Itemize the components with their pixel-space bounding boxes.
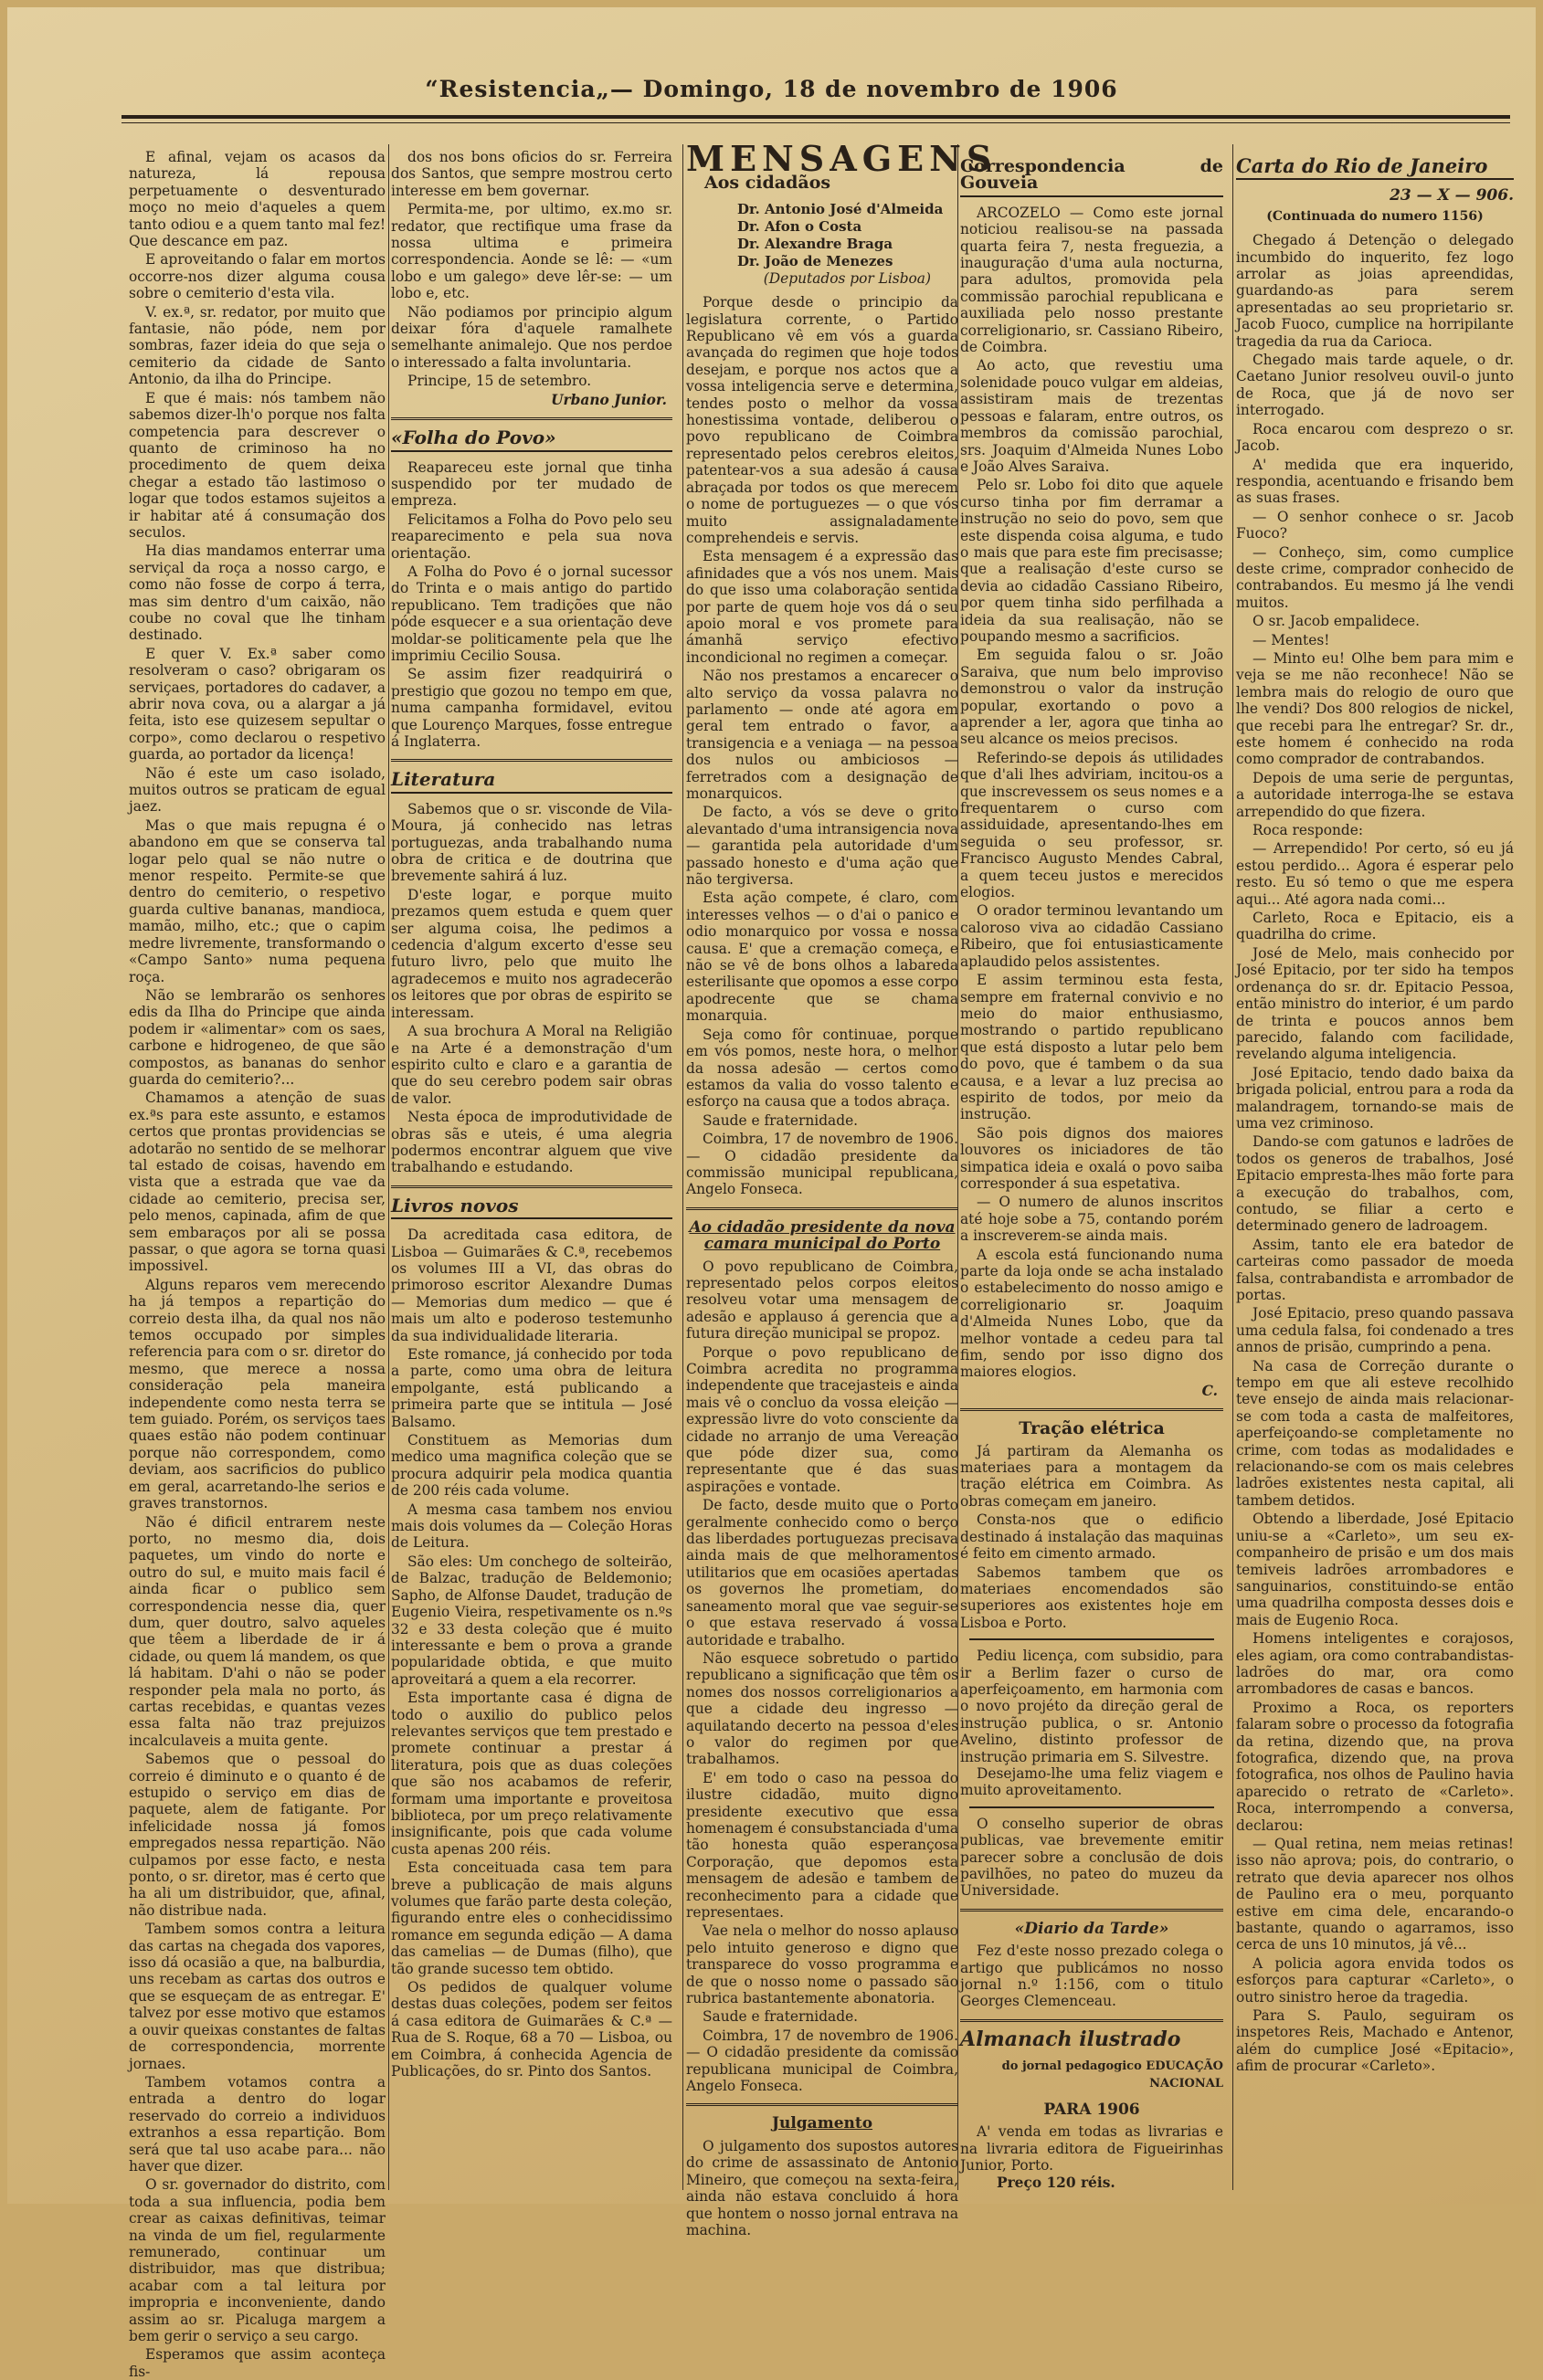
paragraph: Nesta época de improdutividade de obras sãs e uteis, é uma alegria podermos encontrar alguem que vive trabalhando e estudando. — [391, 1109, 672, 1176]
paragraph: Tambem somos contra a leitura das cartas na chegada dos vapores, isso dá ocasião a que, na balburdia, uns recebam as cartas dos outros e que se esqueçam de as entregar. E' talvez por esse motivo que estamos a ouvir queixas constantes de faltas de correspondencia, morrente jornaes. — [129, 1921, 386, 2072]
divider — [686, 1207, 958, 1210]
paragraph: Saude e fraternidade. — [703, 2008, 859, 2026]
message-2 — [686, 1258, 958, 2095]
paragraph: Na casa de Correção durante o tempo em que ali esteve recolhido teve ensejo de ainda mais relacionar-se com toda a casta de malfeitores, aperfeiçoando-se completamente no crime, com todas as modalidades e relacionando-se com os mais celebres ladrões existentes nesta capital, ali tambem detidos. — [1236, 1357, 1514, 1509]
paragraph: A mesma casa tambem nos enviou mais dois volumes da — Coleção Horas de Leitura. — [391, 1501, 672, 1552]
almanach-price: Preço 120 réis. — [997, 2174, 1115, 2191]
paragraph: Esta importante casa é digna de todo o auxilio do publico pelos relevantes serviços que tem prestado e promete continuar a prestar á literatura, pois que as duas coleções que são nos acabamos de referir, formam uma importante e proveitosa biblioteca, por um preço relativamente insignificante, pois que cada volume custa apenas 200 réis. — [391, 1690, 672, 1858]
paragraph: E aproveitando o falar em mortos occorre-nos dizer alguma cousa sobre o cemiterio d'esta vila. — [129, 251, 386, 302]
paragraph: Este romance, já conhecido por toda a parte, como uma obra de leitura empolgante, está publicando a primeira parte que se intitula — José Balsamo. — [391, 1346, 672, 1430]
paragraph: Proximo a Roca, os reporters falaram sobre o processo da fotografia da retina, dizendo que, na prova fotografica, dizendo que, na prova fotografica, nos olhos de Paulino havia aparecido o retrato de «Carleto». Roca, interrompendo a conversa, declarou: — [1236, 1699, 1514, 1834]
paragraph: Constituem as Memorias dum medico uma magnifica coleção que se procura adquirir pela modica quantia de 200 réis cada volume. — [391, 1432, 672, 1500]
paragraph: São pois dignos dos maiores louvores os iniciadores de tão simpatica ideia e oxalá o povo saiba corresponder á sua espetativa. — [960, 1124, 1223, 1192]
paragraph: Porque o povo republicano de Coimbra acredita no programma independente que tracejasteis e ainda mais vê o concluo da vossa eleição — expressão livre do voto consciente da cidade no arranjo de uma Vereação que póde dizer sua, como representante que é das suas aspirações e vontade. — [686, 1343, 958, 1495]
paragraph: Coimbra, 17 de novembro de 1906. — O cidadão presidente da commissão municipal republicana, Angelo Fonseca. — [686, 1131, 958, 1198]
paragraph: O orador terminou levantando um caloroso viva ao cidadão Cassiano Ribeiro, que foi entusiasticamente aplaudido pelos assistentes. — [960, 902, 1223, 970]
section-title-literatura: Literatura — [391, 771, 672, 793]
paragraph: Consta-nos que o edificio destinado á instalação das maquinas é feito em cimento armado. — [960, 1511, 1223, 1563]
paragraph: São eles: Um conchego de solteirão, de Balzac, tradução de Beldemonio; Sapho, de Alfonse Daudet, tradução de Eugenio Vieira, respetivamente os n.ºs 32 e 33 desta coleção que é muito interessante e bem o prova a grande popularidade obtida, e que muito aproveitará a quem a ela recorrer. — [391, 1553, 672, 1688]
paragraph: Assim, tanto ele era batedor de carteiras como passador de moeda falsa, contrabandista e arrombador de portas. — [1236, 1236, 1514, 1303]
paragraph: Referindo-se depois ás utilidades que d'ali lhes adviriam, incitou-os a que inscrevessem os seus nomes e a frequentarem o curso com assiduidade, apresentando-lhes em seguida o seu professor, sr. Francisco Augusto Mendes Cabral, a quem teceu justos e merecidos elogios. — [960, 749, 1223, 901]
paragraph: Felicitamos a Folha do Povo pelo seu reaparecimento e pela sua nova orientação. — [391, 511, 672, 562]
paragraph: De facto, desde muito que o Porto geralmente conhecido como o berço das liberdades portuguezas precisava ainda mais de que melhoramentos utilitarios que em ocasiões apertadas os governos lhe prometiam, do saneamento moral que vae seguir-se o que estava reservado á vossa autoridade e trabalho. — [686, 1497, 958, 1648]
paragraph: Roca responde: — [1252, 822, 1364, 839]
column-4 — [960, 149, 1223, 2190]
newspaper-page — [7, 7, 1536, 2380]
paragraph: O povo republicano de Coimbra, representado pelos corpos eleitos resolveu votar uma mensagem de adesão e applauso á gerencia que a futura direção municipal se propoz. — [686, 1258, 958, 1343]
paragraph: Chamamos a atenção de suas ex.ªs para este assunto, e estamos certos que prontas providencias se adotarão no sentido de se melhorar tal estado de coisas, havendo em vista que a estrada que vae da cidade ao cemiterio, precisa ser, pelo menos, capinada, afim de que sem embaraços por ali se possa passar, o que agora se torna quasi impossivel. — [129, 1090, 386, 1275]
divider — [391, 759, 672, 762]
almanach-year: PARA 1906 — [1043, 2101, 1140, 2120]
gouveia-article — [960, 205, 1223, 1381]
divider — [391, 1185, 672, 1188]
tracao-title: Tração elétrica — [1019, 1418, 1165, 1439]
carta-article — [1236, 232, 1514, 2074]
paragraph: E assim terminou esta festa, sempre em fraternal convivio e no meio do maior enthusiasmo, mostrando o partido republicano que está disposto a lutar pelo bem do povo, que é tambem o da sua causa, e a levar a luz precisa ao espirito de todos, por meio da instrução. — [960, 972, 1223, 1123]
paragraph: Já partiram da Alemanha os materiaes para a montagem da tração elétrica em Coimbra. As obras começam em janeiro. — [960, 1442, 1223, 1510]
paragraph: Esta mensagem é a expressão das afinidades que a vós nos unem. Mais do que isso uma colaboração sentida por parte de quem hoje vos dá o seu apoio moral e vos promete para ámanhã serviço efectivo incondicional no regimen a começar. — [686, 548, 958, 666]
paragraph: Chegado mais tarde aquele, o dr. Caetano Junior resolveu ouvil-o junto de Roca, que já de novo ser interrogado. — [1236, 352, 1514, 419]
paragraph: Sabemos que o pessoal do correio é diminuto e o quanto é de estupido o serviço em dias de paquete, alem de fatigante. Por infelicidade nossa já fomos empregados nessa repartição. Não culpamos por esse facto, e nesta ponto, o sr. diretor, mas é certo que ha ali um distribuidor, que, afinal, não distribue nada. — [129, 1751, 386, 1919]
carta-date: 23 — X — 906. — [1390, 186, 1514, 205]
paragraph: Chegado á Detenção o delegado incumbido do inquerito, fez logo arrolar as joias apreendidas, guardando-as para serem apresentadas ao seu proprietario sr. Jacob Fuoco, cumplice na horripilante tragedia da rua da Carioca. — [1236, 232, 1514, 350]
name-item: Dr. Afon o Costa — [737, 217, 862, 235]
paragraph: Homens inteligentes e corajosos, eles agiam, ora como contrabandistas-ladrões do mar, ora como arrombadores de casas e bancos. — [1236, 1630, 1514, 1698]
signature: Urbano Junior. — [551, 391, 667, 408]
paragraph: A sua brochura A Moral na Religião e na Arte é a demonstração d'um espirito culto e claro e a garantia de que do seu cerebro podem sair obras de valor. — [391, 1023, 672, 1107]
almanach-subtitle: do jornal pedagogico EDUCAÇÃO NACIONAL — [1001, 2059, 1223, 2090]
paragraph: D'este logar, e porque muito prezamos quem estuda e quem quer ser alguma coisa, lhe pedimos a cedencia d'algum excerto d'esse seu futuro livro, pelo que muito lhe agradecemos e muito nos agradecerão os leitores que por obras de espirito se interessam. — [391, 886, 672, 1021]
divider — [969, 1638, 1214, 1640]
livros-article — [391, 1227, 672, 2080]
name-item: Dr. João de Menezes — [737, 252, 893, 269]
divider — [960, 1408, 1223, 1411]
carta-continued-note: (Continuada do numero 1156) — [1266, 208, 1484, 224]
column-3 — [686, 138, 998, 2238]
paragraph: Não esquece sobretudo o partido republicano a significação que têm os nomes dos nossos correligionarios a que a cidade deu ingresso — aquilatando decerto na pessoa d'eles o valor do regimen por que trabalhamos. — [686, 1649, 958, 1768]
paragraph: — O numero de alunos inscritos até hoje sobe a 75, contando porém a inscreverem-se ainda mais. — [960, 1194, 1223, 1245]
mensagens-subtitle: Aos cidadãos — [704, 173, 831, 194]
paragraph: De facto, a vós se deve o grito alevantado d'uma intransigencia nova — garantida pela autoridade d'um passado honesto e d'uma ação que não tergiversa. — [686, 804, 958, 889]
paragraph: Alguns reparos vem merecendo ha já tempos a repartição do correio desta ilha, da qual nos não temos occupado por simples referencia para com o sr. diretor do mesmo, que merece a nossa consideração pela maneira independente como nesta terra se tem guiado. Porém, os serviços taes quaes estão não podem continuar porque não correspondem, como deviam, aos sacrificios do publico em geral, acarretando-lhe serios e graves transtornos. — [129, 1276, 386, 1512]
paragraph: Não podiamos por principio algum deixar fóra d'aquele ramalhete semelhante animalejo. Que nos perdoe o interessado a falta involuntaria. — [391, 303, 672, 371]
paragraph: A' medida que era inquerido, respondia, acentuando e frisando bem as suas frases. — [1236, 456, 1514, 507]
divider — [960, 2019, 1223, 2022]
paragraph: — Mentes! — [1252, 631, 1330, 648]
paragraph: A policia agora envida todos os esforços para capturar «Carleto», o outro sinistro heroe da tragedia. — [1236, 1954, 1514, 2006]
mensagens-title: MENSAGENS — [686, 138, 998, 179]
tracao-article — [960, 1443, 1223, 1631]
paragraph: dos nos bons oficios do sr. Ferreira dos Santos, que sempre mostrou certo interesse em bem governar. — [391, 149, 672, 199]
carta-title: Carta do Rio de Janeiro — [1236, 158, 1514, 180]
paragraph: Para S. Paulo, seguiram os inspetores Reis, Machado e Antenor, além do cumplice José «Epitacio», afim de procurar «Carleto». — [1236, 2007, 1514, 2075]
diario-title: «Diario da Tarde» — [1014, 1919, 1169, 1938]
paragraph: Depois de uma serie de perguntas, a autoridade interroga-lhe se estava arrependido do que fizera. — [1236, 769, 1514, 820]
gouveia-title: Correspondencia de Gouveia — [960, 158, 1223, 197]
folha-article — [391, 459, 672, 751]
paragraph: Permita-me, por ultimo, ex.mo sr. redator, que rectifique uma frase da nossa ultima e primeira correspondencia. Aonde se lê: — «um lobo e um galego» deve lêr-se: — um lobo e, etc. — [391, 201, 672, 302]
paragraph: E que é mais: nós tambem não sabemos dizer-lh'o porque nos falta competencia para descrever o quanto de criminoso ha no procedimento de quem deixa chegar a estado tão lastimoso o logar que todos estamos sujeitos a ir habitar até á consumação dos seculos. — [129, 389, 386, 541]
paragraph: Dando-se com gatunos e ladrões de todos os generos de trabalhos, José Epitacio empresta-lhes mão forte para a execução do trabalhos, com, contudo, se filiar a certo e determinado genero de ladroagem. — [1236, 1133, 1514, 1235]
paragraph: Ha dias mandamos enterrar uma serviçal da roça a nosso cargo, e como não fosse de corpo á terra, mas sim dentro d'um caixão, não coube no coval que lhe tinham destinado. — [129, 542, 386, 644]
paragraph: Seja como fôr continuae, porque em vós pomos, neste hora, o melhor da nossa adesão — certos como estamos da valia do vosso talento e esforço na causa que a todos abraça. — [686, 1026, 958, 1111]
divider — [969, 1806, 1214, 1808]
literatura-article — [391, 801, 672, 1176]
deputados-note: (Deputados por Lisboa) — [763, 269, 931, 287]
paragraph: Ao acto, que revestiu uma solenidade pouco vulgar em aldeias, assistiram mais de trezentas pessoas e falaram, entre outros, os membros da comissão parochial, srs. Joaquim d'Almeida Nunes Lobo e João Alves Saraiva. — [960, 357, 1223, 475]
paragraph: O sr. governador do distrito, com toda a sua influencia, podia bem crear as caixas definitivas, teimar na vinda de um fiel, regularmente remunerado, continuar um distribuidor, mas que distribua; acabar com a tal leitura por impropria e inconveniente, dando assim ao sr. Picaluga margem a bem gerir o serviço a seu cargo. — [129, 2176, 386, 2344]
paragraph: Não é este um caso isolado, muitos outros se praticam de egual jaez. — [129, 764, 386, 816]
message-2-title: Ao cidadão presidente da nova camara municipal do Porto — [689, 1217, 956, 1254]
paragraph: A escola está funcionando numa parte da loja onde se acha instalado o estabelecimento do nosso amigo e correligionario sr. Joaquim d'Almeida Nunes Lobo, que da melhor vontade a cedeu para tal fim, sendo por isso digno dos maiores elogios. — [960, 1246, 1223, 1381]
paragraph: Porque desde o principio da legislatura corrente, o Partido Republicano vê em vós a guarda avançada do regimen que hoje todos desejam, e porque nos actos que a vossa inteligencia serve e determina, tendes posto o melhor da vossa honestissima vontade, deliberou o povo republicano de Coimbra representado pelos cerebros eleitos, patentear-vos a sua adesão á causa abraçada por todos os que merecem o nome de portuguezes — o que vós muito assignaladamente comprehendeis e servis. — [686, 294, 958, 546]
masthead: “Resistencia„— Domingo, 18 de novembro de 1906 — [425, 76, 1118, 102]
name-item: Dr. Alexandre Braga — [737, 235, 893, 252]
correspondence-continued — [391, 149, 672, 390]
paragraph: José de Melo, mais conhecido por José Epitacio, por ter sido ha tempos ordenança do sr. dr. Epitacio Pessoa, então ministro do interior, é um pardo de trinta e poucos annos bem parecido, falando com facilidade, revelando alguma inteligencia. — [1236, 944, 1514, 1063]
paragraph: O sr. Jacob empalidece. — [1252, 613, 1420, 630]
paragraph: Tambem votamos contra a entrada a dentro do logar reservado do correio a individuos extranhos a essa repartição. Bom será que tal uso acabe para... não haver que dizer. — [129, 2073, 386, 2175]
section-title-folha: «Folha do Povo» — [391, 429, 672, 451]
paragraph: — Arrependido! Por certo, só eu já estou perdido... Agora é esperar pelo resto. Eu só temo o que me espera aqui... Até agora nada comi... — [1236, 840, 1514, 908]
paragraph: Esperamos que assim aconteça fis- — [129, 2346, 386, 2380]
paragraph: V. ex.ª, sr. redator, por muito que fantasie, não póde, nem por sombras, fazer ideia do que seja o cemiterio da cidade de Santo Antonio, da ilha do Principe. — [129, 303, 386, 388]
paragraph: — O senhor conhece o sr. Jacob Fuoco? — [1236, 508, 1514, 542]
section-title-livros: Livros novos — [391, 1197, 672, 1219]
paragraph: Esta conceituada casa tem para breve a publicação de mais alguns volumes que farão parte desta coleção, figurando entre eles o conhecidissimo romance em segunda edição — A dama das camelias — de Dumas (filho), que tão grande sucesso tem obtido. — [391, 1859, 672, 1977]
paragraph: Não se lembrarão os senhores edis da Ilha do Principe que ainda podem ir «alimentar» com os saes, carbone e hidrogeneo, de que são compostos, as bananas do senhor guarda do cemiterio?... — [129, 986, 386, 1088]
pedido-paragraph-2: Desejamo-lhe uma feliz viagem e muito aproveitamento. — [960, 1764, 1223, 1799]
divider — [686, 2103, 958, 2106]
paragraph: — Qual retina, nem meias retinas! isso não aprova; pois, do contrario, o retrato que devia aparecer nos olhos de Paulino era o meu, porquanto estive em cima dele, encarando-o bastante, quando o agarramos, isso cerca de uns 10 minutos, já vê... — [1236, 1836, 1514, 1953]
paragraph: Os pedidos de qualquer volume destas duas coleções, podem ser feitos á casa editora de Guimarães & C.ª — Rua de S. Roque, 68 a 70 — Lisboa, ou em Coimbra, á conhecida Agencia de Publicações, do sr. Pinto dos Santos. — [391, 1979, 672, 2080]
divider — [960, 1909, 1223, 1911]
column-divider — [388, 144, 389, 2190]
paragraph: Roca encarou com desprezo o sr. Jacob. — [1236, 420, 1514, 455]
diario-paragraph: Fez d'este nosso prezado colega o artigo que publicámos no nosso jornal n.º 1:156, com o titulo Georges Clemenceau. — [960, 1943, 1223, 2010]
paragraph: — Conheço, sim, como cumplice deste crime, comprador conhecido de contrabandos. Eu mesmo já lhe vendi muitos. — [1236, 543, 1514, 611]
masthead-rule — [122, 115, 1510, 119]
paragraph: E' em todo o caso na pessoa do ilustre cidadão, muito digno presidente executivo que essa homenagem é consubstanciada d'uma tão honesta quão esperançosa Corporação, que depomos esta mensagem de adesão e tambem de reconhecimento para a cidade que representaes. — [686, 1769, 958, 1921]
signature: C. — [1201, 1382, 1218, 1399]
almanach-paragraph: A' venda em todas as livrarias e na livraria editora de Figueirinhas Junior, Porto. — [960, 2123, 1223, 2175]
pedido-paragraph: Pediu licença, com subsidio, para ir a Berlim fazer o curso de aperfeiçoamento, em harmonia com o novo projéto da direção geral de instrução publica, o sr. Antonio Avelino, distinto professor de instrução primaria em S. Silvestre. — [960, 1648, 1223, 1765]
column-5 — [1236, 149, 1514, 2190]
paragraph: — Minto eu! Olhe bem para mim e veja se me não reconhece! Não se lembra mais do relogio de ouro que lhe vendi? Dos 800 relogios de nickel, que recebi para lhe entregar? Sr. dr., este homem é conhecido na roda como comprador de contrabandos. — [1236, 649, 1514, 768]
conselho-paragraph: O conselho superior de obras publicas, vae brevemente emitir parecer sobre a conclusão de dois pavilhões, no pateo do muzeu da Universidade. — [960, 1815, 1223, 1900]
paragraph: Se assim fizer readquirirá o prestigio que gozou no tempo em que, numa campanha formidavel, evitou que Lourenço Marques, fosse entregue á Inglaterra. — [391, 666, 672, 750]
paragraph: José Epitacio, tendo dado baixa da brigada policial, entrou para a roda da malandragem, tornando-se mais de uma vez criminoso. — [1236, 1064, 1514, 1132]
julgamento-article — [686, 2138, 958, 2238]
paragraph: Saude e fraternidade. — [703, 1111, 859, 1129]
paragraph: A Folha do Povo é o jornal sucessor do Trinta e o mais antigo do partido republicano. Tem tradições que não póde esquecer e a sua orientação deve moldar-se politicamente pela que lhe imprimiu Cecilio Sousa. — [391, 563, 672, 664]
column-1 — [129, 149, 386, 2380]
paragraph: O julgamento dos supostos autores do crime de assassinato de Antonio Mineiro, que começou na sexta-feira, ainda não estava concluido á hora que hontem o nosso jornal entrava na machina. — [686, 2137, 958, 2238]
column-divider — [682, 144, 683, 2190]
paragraph: Sabemos tambem que os materiaes encomendados são superiores aos existentes hoje em Lisboa e Porto. — [960, 1564, 1223, 1631]
paragraph: Mas o que mais repugna é o abandono em que se conserva tal logar pelo qual se não nutre o menor respeito. Permite-se que dentro do cemiterio, o respetivo guarda cultive bananas, mandioca, mamão, milho, etc.; que o capim medre livremente, transformando o «Campo Santo» numa pequena roça. — [129, 816, 386, 985]
paragraph: Em seguida falou o sr. João Saraiva, que num belo improviso demonstrou o valor da instrução popular, exortando o povo a aprender a ler, agora que tinha ao seu alcance os meios precisos. — [960, 647, 1223, 748]
name-item: Dr. Antonio José d'Almeida — [737, 200, 944, 217]
paragraph: Da acreditada casa editora, de Lisboa — Guimarães & C.ª, recebemos os volumes III a VI, das obras do primoroso escritor Alexandre Dumas — Memorias dum medico — que é mais um alto e poderoso testemunho da sua individualidade literaria. — [391, 1227, 672, 1344]
paragraph: Sabemos que o sr. visconde de Vila-Moura, já conhecido nas letras portuguezas, anda trabalhando numa obra de critica e de doutrina que brevemente sahirá á luz. — [391, 800, 672, 885]
paragraph: Esta ação compete, é claro, com interesses velhos — o d'ai o panico e odio monarquico por vossa e nossa causa. E' que a cremação começa, e não se vê de bons olhos a labareda esterilisante que opomos a esse corpo apodrecente que se chama monarquia. — [686, 890, 958, 1025]
paragraph: Não nos prestamos a encarecer o alto serviço da vossa palavra no parlamento — onde até agora em geral tem entrado o favor, a transigencia e a veniaga — na pessoa dos nulos ou ambiciosos — ferretrados com a designação de monarquicos. — [686, 668, 958, 802]
julgamento-title: Julgamento — [771, 2114, 873, 2133]
message-1 — [686, 294, 958, 1198]
paragraph: Coimbra, 17 de novembro de 1906. — O cidadão presidente da comissão republicana municipal de Coimbra, Angelo Fonseca. — [686, 2027, 958, 2095]
masthead-rule-thin — [122, 122, 1510, 123]
paragraph: Obtendo a liberdade, José Epitacio uniu-se a «Carleto», um seu ex-companheiro de prisão e um dos mais temiveis ladrões arrombadores e sanguinarios, constituindo-se então uma quadrilha composta desses dois e mais de Eugenio Roca. — [1236, 1511, 1514, 1628]
divider — [391, 417, 672, 420]
paragraph: Não é dificil entrarem neste porto, no mesmo dia, dois paquetes, um vindo do norte e outro do sul, e muito mais facil é ainda ficar o publico sem correspondencia nesse dia, quer dum, quer doutro, salvo aqueles que têem a liberdade de ir á cidade, ou quem lá mandem, os que lá habitam. D'ahi o não se poder responder pela mala no porto, ás cartas recebidas, e quantas vezes essa falta não traz prejuizos incalculaveis a muita gente. — [129, 1513, 386, 1749]
almanach-title: Almanach ilustrado — [960, 2027, 1181, 2051]
paragraph: Principe, 15 de setembro. — [407, 373, 592, 390]
paragraph: E afinal, vejam os acasos da natureza, lá repousa perpetuamente o desventurado moço no meio d'aqueles a quem tanto odiou e a quem tanto mal fez! Que descance em paz. — [129, 149, 386, 250]
name-list — [686, 201, 958, 270]
paragraph: E quer V. Ex.ª saber como resolveram o caso? obrigaram os serviçaes, portadores do cadaver, a abrir nova cova, ou a alargar a já feita, isto ese quizesem sepultar o corpo», como declarou o respetivo guarda, ao portador da licença! — [129, 645, 386, 763]
paragraph: Pelo sr. Lobo foi dito que aquele curso tinha por fim derramar a instrução no seio do povo, sem que este dispenda coisa alguma, e tudo o mais que para este fim precisasse; que a realisação d'este curso se devia ao cidadão Cassiano Ribeiro, por quem tinha sido perfilhada a ideia da sua realisação, não se poupando mesmo a sacrificios. — [960, 477, 1223, 645]
column-divider — [1232, 144, 1233, 2190]
paragraph: Reapareceu este jornal que tinha suspendido por ter mudado de empreza. — [391, 458, 672, 510]
paragraph: José Epitacio, preso quando passava uma cedula falsa, foi condenado a tres annos de prisão, cumprindo a pena. — [1236, 1305, 1514, 1356]
paragraph: Vae nela o melhor do nosso aplauso pelo intuito generoso e digno que transparece do vosso programma e de que o nosso nome o passado são rubrica bastantemente abonatoria. — [686, 1922, 958, 2007]
paragraph: ARCOZELO — Como este jornal noticiou realisou-se na passada quarta feira 7, nesta freguezia, a inauguração d'uma aula nocturna, para adultos, promovida pela commissão parochial republicana e auxiliada pelo nosso prestante correligionario, sr. Cassiano Ribeiro, de Coimbra. — [960, 204, 1223, 356]
column-2 — [391, 149, 672, 2190]
paragraph: Carleto, Roca e Epitacio, eis a quadrilha do crime. — [1236, 910, 1514, 943]
